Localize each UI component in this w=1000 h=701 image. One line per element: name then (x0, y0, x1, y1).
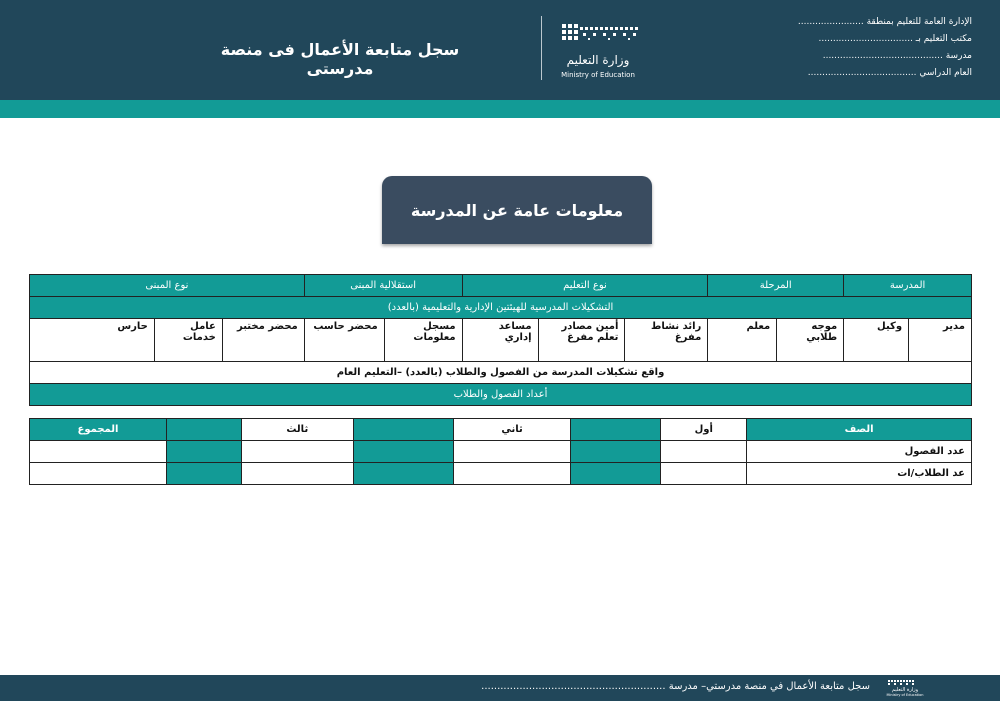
classes-reality-title: واقع تشكيلات المدرسة من الفصول والطلاب (بالعدد) –التعليم العام (30, 362, 972, 384)
role-service-worker: عامل خدمات (154, 319, 222, 362)
section-title: معلومات عامة عن المدرسة (382, 176, 652, 244)
grade-header: الصف (747, 419, 972, 441)
staff-roles-row (30, 319, 972, 362)
header-stripe (0, 100, 1000, 118)
students-count-total[interactable] (30, 463, 167, 485)
role-teacher: معلم (708, 319, 777, 362)
role-data-registrar: مسجل معلومات (384, 319, 462, 362)
classes-count-total[interactable] (30, 441, 167, 463)
page-title: سجل متابعة الأعمال فى منصة مدرستى (220, 40, 460, 78)
classes-count-third-shaded[interactable] (166, 441, 241, 463)
role-computer-lab-tech: محضر حاسب (304, 319, 384, 362)
classes-title-row (30, 384, 972, 406)
footer-text: سجل متابعة الأعمال في منصة مدرستي– مدرسة .......................................................... (481, 681, 870, 692)
classes-reality-row (30, 362, 972, 384)
staff-title: التشكيلات المدرسية للهيئتين الإدارية والتعليمية (بالعدد) (30, 297, 972, 319)
footer-ministry-logo (884, 679, 926, 697)
grade-third-header-shaded (166, 419, 241, 441)
grade-second-header: ثاني (453, 419, 571, 441)
ministry-logo (548, 22, 648, 82)
classes-count-first[interactable] (661, 441, 747, 463)
role-principal: مدير (909, 319, 972, 362)
students-count-third-shaded[interactable] (166, 463, 241, 485)
school-info-table (29, 274, 972, 406)
role-activity-leader: رائد نشاط مفرغ (625, 319, 708, 362)
school-info-header-row (30, 275, 972, 297)
students-count-second[interactable] (453, 463, 571, 485)
role-student-counselor: موجه طلابي (777, 319, 844, 362)
students-count-row (30, 463, 972, 485)
role-guard: حارس (30, 319, 155, 362)
role-learning-resources: أمين مصادر تعلم مفرغ (538, 319, 625, 362)
page-footer (0, 675, 1000, 701)
meta-line-region: الإدارة العامة للتعليم بمنطقة ....................... (797, 17, 972, 27)
students-count-first[interactable] (661, 463, 747, 485)
meta-line-year: العام الدراسي ...................................... (807, 68, 972, 78)
classes-count-first-shaded[interactable] (571, 441, 661, 463)
classes-count-row (30, 441, 972, 463)
role-lab-tech: محضر مختبر (222, 319, 304, 362)
students-count-label: عد الطلاب/ات (747, 463, 972, 485)
meta-line-school: مدرسة .......................................... (822, 51, 972, 61)
total-header: المجموع (30, 419, 167, 441)
header-meta (752, 14, 972, 82)
students-count-third[interactable] (241, 463, 353, 485)
svg-text:Ministry of Education: Ministry of Education (886, 693, 924, 697)
grade-first-header: أول (661, 419, 747, 441)
staff-title-row (30, 297, 972, 319)
classes-table (29, 418, 972, 485)
header-divider (541, 16, 542, 80)
grade-third-header: ثالث (241, 419, 353, 441)
meta-line-office: مكتب التعليم بـ ................................. (818, 34, 972, 44)
role-deputy: وكيل (844, 319, 909, 362)
svg-text:Ministry of Education: Ministry of Education (561, 71, 635, 79)
stage-header: المرحلة (708, 275, 844, 297)
students-count-first-shaded[interactable] (571, 463, 661, 485)
building-type-header: نوع المبنى (30, 275, 305, 297)
school-header: المدرسة (844, 275, 972, 297)
page-header (0, 0, 1000, 100)
grade-second-header-shaded (353, 419, 453, 441)
classes-count-third[interactable] (241, 441, 353, 463)
grade-first-header-shaded (571, 419, 661, 441)
classes-count-label: عدد الفصول (747, 441, 972, 463)
students-count-second-shaded[interactable] (353, 463, 453, 485)
svg-text:وزارة التعليم: وزارة التعليم (891, 687, 919, 693)
classes-count-second-shaded[interactable] (353, 441, 453, 463)
role-admin-assistant: مساعد إداري (462, 319, 538, 362)
svg-text:وزارة التعليم: وزارة التعليم (566, 53, 630, 67)
classes-title: أعداد الفصول والطلاب (30, 384, 972, 406)
building-independence-header: استقلالية المبنى (304, 275, 462, 297)
classes-count-second[interactable] (453, 441, 571, 463)
education-type-header: نوع التعليم (462, 275, 708, 297)
classes-header-row (30, 419, 972, 441)
